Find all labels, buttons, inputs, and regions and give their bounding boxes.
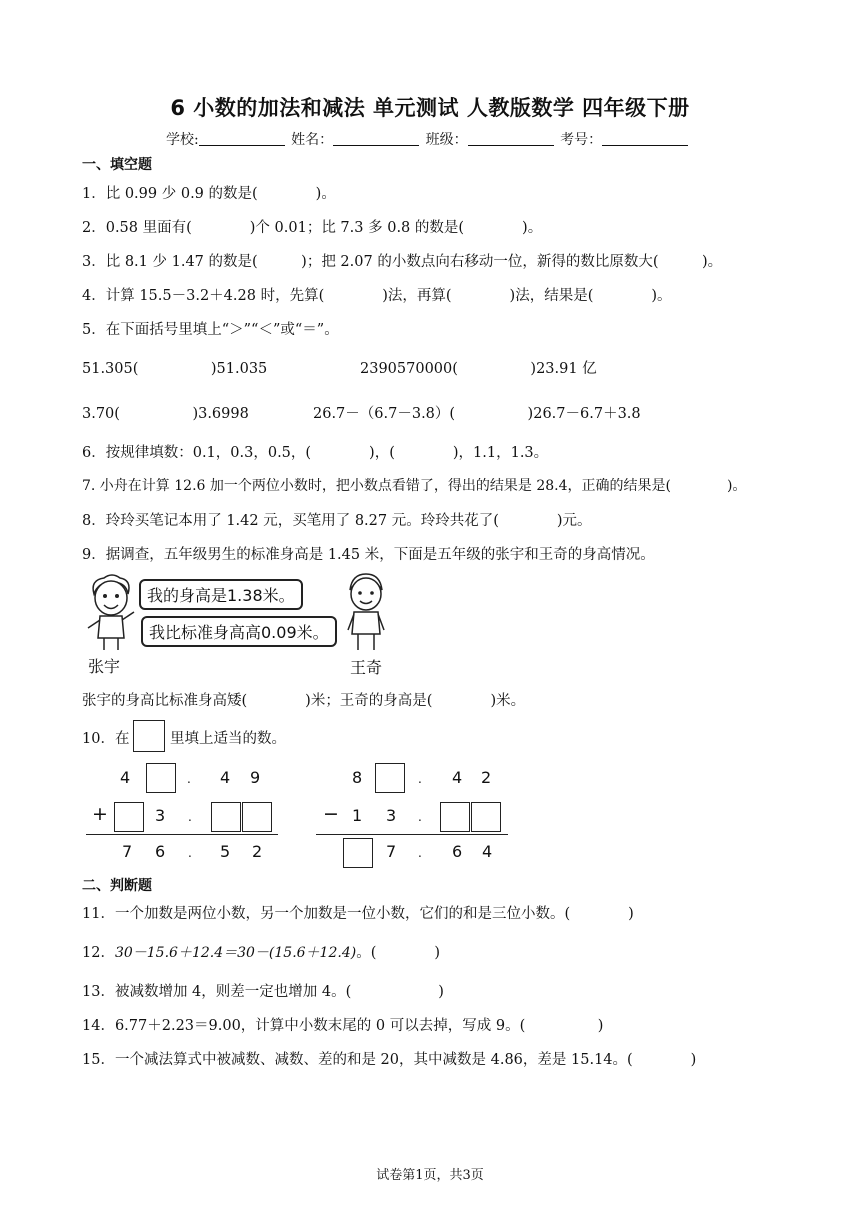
answer-box[interactable] (146, 763, 176, 793)
question-15: 15．一个减法算式中被减数、减数、差的和是 20，其中减数是 4.86，差是 15.14。( ) (82, 1052, 697, 1068)
decimal-point: . (418, 772, 422, 786)
question-10-suffix: 里填上适当的数。 (170, 731, 286, 747)
compare-item-3: 3.70( )3.6998 (82, 406, 249, 422)
question-9: 9．据调查，五年级男生的标准身高是 1.45 米，下面是五年级的张宇和王奇的身高情况。 (82, 547, 655, 563)
question-13: 13．被减数增加 4，则差一定也增加 4。( ) (82, 984, 444, 1000)
school-blank[interactable] (199, 131, 285, 146)
exam-no-label: 考号： (560, 132, 603, 148)
question-4: 4．计算 15.5－3.2＋4.28 时，先算( )法，再算( )法，结果是( )。 (82, 288, 672, 304)
student-info-line (166, 129, 690, 149)
digit: 2 (252, 842, 263, 861)
answer-box[interactable] (375, 763, 405, 793)
digit: 7 (122, 842, 133, 861)
decimal-point: . (188, 810, 192, 824)
sum-line (86, 834, 278, 835)
question-12 (82, 941, 440, 962)
class-label: 班级： (425, 132, 468, 148)
digit: 2 (481, 768, 492, 787)
question-1: 1．比 0.99 少 0.9 的数是( )。 (82, 186, 336, 202)
compare-item-2: 2390570000( )23.91 亿 (360, 361, 597, 377)
question-11: 11．一个加数是两位小数，另一个加数是一位小数，它们的和是三位小数。( ) (82, 906, 634, 922)
speech-bubble-wangqi: 我比标准身高高0.09米。 (141, 616, 337, 647)
digit: 4 (452, 768, 463, 787)
digit: 4 (482, 842, 493, 861)
answer-box[interactable] (242, 802, 272, 832)
section-heading-fill: 一、填空题 (82, 157, 152, 173)
digit: 3 (155, 806, 166, 825)
sample-box (133, 720, 165, 752)
answer-box[interactable] (114, 802, 144, 832)
plus-sign: + (92, 803, 108, 825)
answer-box[interactable] (440, 802, 470, 832)
digit: 1 (352, 806, 363, 825)
question-3: 3．比 8.1 少 1.47 的数是( )；把 2.07 的小数点向右移动一位，新得的数比原数大( )。 (82, 254, 723, 270)
decimal-point: . (418, 846, 422, 860)
decimal-point: . (418, 810, 422, 824)
decimal-point: . (187, 772, 191, 786)
difference-line (316, 834, 508, 835)
answer-box[interactable] (211, 802, 241, 832)
question-10-prefix: 10．在 (82, 731, 130, 747)
question-14: 14．6.77＋2.23＝9.00，计算中小数末尾的 0 可以去掉，写成 9。( ) (82, 1018, 604, 1034)
school-label: 学校: (166, 132, 199, 148)
digit: 6 (452, 842, 463, 861)
decimal-point: . (188, 846, 192, 860)
digit: 7 (386, 842, 397, 861)
class-blank[interactable] (468, 131, 554, 146)
speech-bubble-zhangyu: 我的身高是1.38米。 (139, 579, 303, 610)
digit: 4 (220, 768, 231, 787)
digit: 6 (155, 842, 166, 861)
question-8: 8．玲玲买笔记本用了 1.42 元，买笔用了 8.27 元。玲玲共花了( )元。 (82, 513, 592, 529)
exam-no-blank[interactable] (602, 131, 688, 146)
digit: 9 (250, 768, 261, 787)
digit: 8 (352, 768, 363, 787)
minus-sign: − (323, 803, 339, 825)
digit: 4 (120, 768, 131, 787)
question-6: 6．按规律填数：0.1，0.3，0.5，( )，( )，1.1，1.3。 (82, 445, 549, 461)
name-blank[interactable] (333, 131, 419, 146)
page-title: 6 小数的加法和减法 单元测试 人教版数学 四年级下册 (170, 96, 690, 120)
compare-item-4: 26.7－（6.7－3.8）( )26.7－6.7＋3.8 (313, 406, 641, 422)
digit: 5 (220, 842, 231, 861)
answer-box[interactable] (471, 802, 501, 832)
question-2: 2．0.58 里面有( )个 0.01；比 7.3 多 0.8 的数是( )。 (82, 220, 543, 236)
question-5: 5．在下面括号里填上“＞”“＜”或“＝”。 (82, 322, 339, 338)
boy-wangqi-illustration (340, 570, 392, 654)
caption-wangqi: 王奇 (350, 658, 383, 677)
digit: 3 (386, 806, 397, 825)
question-12-number: 12． (82, 945, 115, 961)
name-label: 姓名： (291, 132, 334, 148)
boy-zhangyu-illustration (82, 572, 138, 652)
question-12-expression: 30－15.6＋12.4＝30－(15.6＋12.4) (114, 945, 357, 961)
page-footer: 试卷第1页，共3页 (376, 1168, 484, 1183)
answer-box[interactable] (343, 838, 373, 868)
question-7: 7. 小舟在计算 12.6 加一个两位小数时，把小数点看错了，得出的结果是 28.4，正确的结果是( )。 (82, 478, 747, 494)
compare-item-1: 51.305( )51.035 (82, 361, 268, 377)
section-heading-judge: 二、判断题 (82, 878, 152, 894)
caption-zhangyu: 张宇 (88, 657, 121, 676)
question-12-blank: 。( ) (356, 945, 441, 961)
question-9-blanks: 张宇的身高比标准身高矮( )米；王奇的身高是( )米。 (82, 693, 526, 709)
